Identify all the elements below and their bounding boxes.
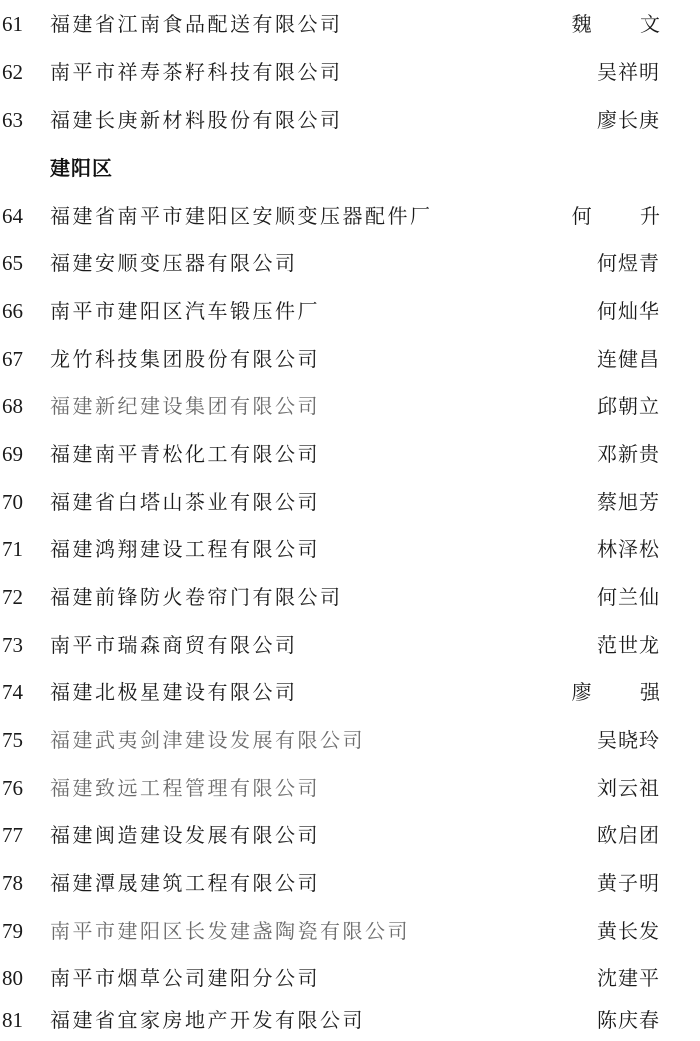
- person-name: 黄子明: [597, 871, 660, 895]
- list-item: [0, 577, 700, 617]
- list-item: [0, 1000, 700, 1040]
- company-name: 福建新纪建设集团有限公司: [50, 394, 320, 418]
- entry-number: 78: [2, 871, 23, 895]
- person-name: 连健昌: [597, 347, 660, 371]
- person-name: 廖 强: [571, 680, 681, 704]
- company-name: 福建闽造建设发展有限公司: [50, 823, 320, 847]
- person-name: 范世龙: [597, 633, 660, 657]
- person-name: 吴晓玲: [597, 728, 660, 752]
- company-name: 福建南平青松化工有限公司: [50, 442, 320, 466]
- person-name: 邓新贵: [597, 442, 660, 466]
- list-item: [0, 529, 700, 569]
- entry-number: 68: [2, 394, 23, 418]
- entry-number: 76: [2, 776, 23, 800]
- company-name: 福建省南平市建阳区安顺变压器配件厂: [50, 204, 433, 228]
- entry-number: 64: [2, 204, 23, 228]
- person-name: 吴祥明: [597, 60, 660, 84]
- list-item: [0, 863, 700, 903]
- list-item: [0, 768, 700, 808]
- person-name: 蔡旭芳: [597, 490, 660, 514]
- entry-number: 73: [2, 633, 23, 657]
- person-name: 黄长发: [597, 919, 660, 943]
- company-name: 福建安顺变压器有限公司: [50, 251, 298, 275]
- list-item: [0, 339, 700, 379]
- list-item: [0, 196, 700, 236]
- company-name: 福建省白塔山茶业有限公司: [50, 490, 320, 514]
- entry-number: 79: [2, 919, 23, 943]
- list-item: [0, 100, 700, 140]
- list-item: [0, 720, 700, 760]
- company-name: 福建长庚新材料股份有限公司: [50, 108, 343, 132]
- list-item: [0, 672, 700, 712]
- list-item: [0, 911, 700, 951]
- entry-number: 69: [2, 442, 23, 466]
- company-name: 福建省宜家房地产开发有限公司: [50, 1008, 365, 1032]
- company-name: 福建北极星建设有限公司: [50, 680, 298, 704]
- company-name: 南平市瑞森商贸有限公司: [50, 633, 298, 657]
- entry-number: 67: [2, 347, 23, 371]
- list-item: [0, 958, 700, 998]
- entry-number: 80: [2, 966, 23, 990]
- person-name: 欧启团: [597, 823, 660, 847]
- person-name: 廖长庚: [597, 108, 660, 132]
- person-name: 何灿华: [597, 299, 660, 323]
- entry-number: 72: [2, 585, 23, 609]
- entry-number: 63: [2, 108, 23, 132]
- company-name: 南平市建阳区汽车锻压件厂: [50, 299, 320, 323]
- person-name: 何 升: [571, 204, 681, 228]
- person-name: 沈建平: [597, 966, 660, 990]
- list-item: [0, 52, 700, 92]
- company-name: 南平市建阳区长发建盏陶瓷有限公司: [50, 919, 410, 943]
- entry-number: 77: [2, 823, 23, 847]
- person-name: 陈庆春: [597, 1008, 660, 1032]
- company-name: 福建潭晟建筑工程有限公司: [50, 871, 320, 895]
- company-name: 南平市烟草公司建阳分公司: [50, 966, 320, 990]
- entry-number: 74: [2, 680, 23, 704]
- company-name: 福建致远工程管理有限公司: [50, 776, 320, 800]
- list-item: [0, 625, 700, 665]
- entry-number: 70: [2, 490, 23, 514]
- entry-number: 71: [2, 537, 23, 561]
- company-name: 南平市祥寿茶籽科技有限公司: [50, 60, 343, 84]
- entry-number: 81: [2, 1008, 23, 1032]
- person-name: 何兰仙: [597, 585, 660, 609]
- company-name: 福建鸿翔建设工程有限公司: [50, 537, 320, 561]
- entry-number: 65: [2, 251, 23, 275]
- person-name: 林泽松: [597, 537, 660, 561]
- person-name: 邱朝立: [597, 394, 660, 418]
- entry-number: 62: [2, 60, 23, 84]
- list-item: [0, 4, 700, 44]
- company-name: 龙竹科技集团股份有限公司: [50, 347, 320, 371]
- person-name: 何煜青: [597, 251, 660, 275]
- list-item: [0, 434, 700, 474]
- list-item: [0, 243, 700, 283]
- list-item: [0, 815, 700, 855]
- company-name: 福建前锋防火卷帘门有限公司: [50, 585, 343, 609]
- section-heading: 建阳区: [50, 156, 113, 180]
- list-item: [0, 291, 700, 331]
- entry-number: 66: [2, 299, 23, 323]
- list-item: [0, 386, 700, 426]
- person-name: 刘云祖: [597, 776, 660, 800]
- person-name: 魏 文: [571, 12, 681, 36]
- company-name: 福建省江南食品配送有限公司: [50, 12, 343, 36]
- company-name: 福建武夷剑津建设发展有限公司: [50, 728, 365, 752]
- entry-number: 61: [2, 12, 23, 36]
- entry-number: 75: [2, 728, 23, 752]
- list-item: [0, 482, 700, 522]
